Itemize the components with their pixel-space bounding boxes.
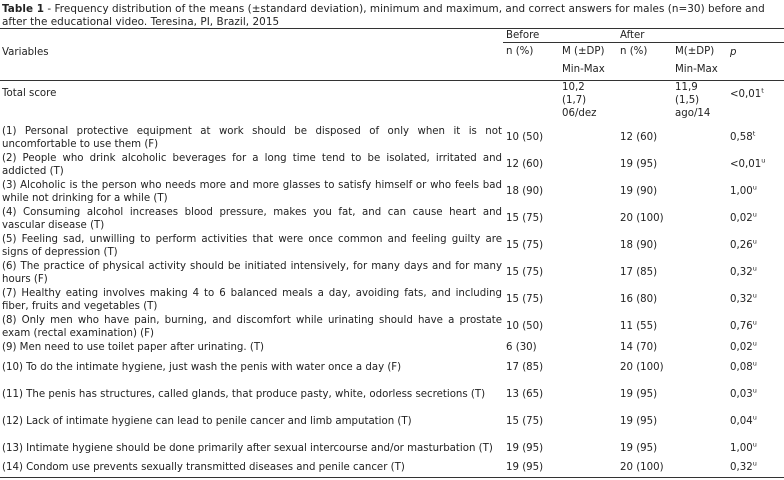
row-after-n-pct: 14 (70) (620, 342, 658, 353)
row-p-test-marker: t (752, 129, 756, 138)
row-before-n-pct: 15 (75) (506, 294, 544, 305)
row-p-test-marker: u (752, 413, 757, 422)
row-variable: (8) Only men who have pain, burning, and discomfort while urinating should have a prostate exam (rectal examination) (F) (2, 315, 502, 339)
row-p-test-marker: u (752, 339, 757, 348)
table-caption-text: - Frequency distribution of the means (±standard deviation), minimum and maximum, and correct answers for males (n=30) before and after the educational video. Teresina, PI, Brazil, 2015 (2, 3, 765, 28)
row-after-n-pct: 20 (100) (620, 213, 664, 224)
row-p-value-number: 0,58 (730, 132, 753, 143)
row-p-value-number: 0,26 (730, 240, 753, 251)
row-p-value (730, 440, 757, 456)
total-score-p (730, 86, 764, 102)
row-after-n-pct: 18 (90) (620, 240, 658, 251)
row-after-n-pct: 19 (95) (620, 416, 658, 427)
table-caption (2, 3, 782, 28)
row-before-n-pct: 17 (85) (506, 362, 544, 373)
row-p-value (730, 339, 757, 355)
row-p-value (730, 413, 757, 429)
row-before-n-pct: 18 (90) (506, 186, 544, 197)
total-score-after-mean: 11,9 (675, 82, 698, 93)
row-p-test-marker: u (752, 459, 757, 468)
row-p-test-marker: u (752, 386, 757, 395)
header-p: p (730, 47, 737, 58)
row-p-value (730, 291, 757, 307)
row-before-n-pct: 12 (60) (506, 159, 544, 170)
header-variables: Variables (2, 47, 49, 58)
row-p-value (730, 318, 757, 334)
row-after-n-pct: 12 (60) (620, 132, 658, 143)
total-score-before-sd: (1,7) (562, 95, 587, 106)
row-p-value (730, 264, 757, 280)
row-variable: (10) To do the intimate hygiene, just wash the penis with water once a day (F) (2, 362, 402, 373)
row-p-value-number: 0,02 (730, 213, 753, 224)
row-p-value-number: 0,03 (730, 389, 753, 400)
total-score-before-minmax: 06/dez (562, 108, 597, 119)
header-mean-sd-before: M (±DP) (562, 46, 605, 57)
row-before-n-pct: 15 (75) (506, 267, 544, 278)
header-before: Before (506, 30, 540, 41)
total-score-before-mean: 10,2 (562, 82, 585, 93)
row-variable: (6) The practice of physical activity should be initiated intensively, for many days and for many hours (F) (2, 261, 502, 285)
header-after: After (620, 30, 645, 41)
row-p-test-marker: u (752, 440, 757, 449)
row-variable: (7) Healthy eating involves making 4 to 6 balanced meals a day, avoiding fats, and including fiber, fruits and vegetables (T) (2, 288, 502, 312)
row-variable: (1) Personal protective equipment at work should be disposed of only when it is not uncomfortable to use them (F) (2, 126, 502, 150)
row-p-value-number: 1,00 (730, 443, 753, 454)
row-p-test-marker: u (752, 264, 757, 273)
row-variable: (4) Consuming alcohol increases blood pressure, makes you fat, and can cause heart and vascular disease (T) (2, 207, 502, 231)
row-after-n-pct: 16 (80) (620, 294, 658, 305)
header-minmax-after: Min-Max (675, 64, 718, 75)
header-n-pct-before: n (%) (506, 46, 534, 57)
row-after-n-pct: 20 (100) (620, 462, 664, 473)
table-top-rule (0, 28, 784, 29)
header-minmax-before: Min-Max (562, 64, 605, 75)
row-variable: (9) Men need to use toilet paper after urinating. (T) (2, 342, 265, 353)
row-after-n-pct: 19 (95) (620, 159, 658, 170)
total-score-after-sd: (1,5) (675, 95, 700, 106)
row-p-value (730, 237, 757, 253)
row-p-test-marker: u (752, 210, 757, 219)
row-p-value (730, 156, 766, 172)
row-p-test-marker: u (752, 291, 757, 300)
row-variable: (5) Feeling sad, unwilling to perform activities that were once common and feeling guilty are signs of depression (T) (2, 234, 502, 258)
row-p-value (730, 129, 756, 145)
row-p-test-marker: u (752, 237, 757, 246)
row-p-value-number: 1,00 (730, 186, 753, 197)
row-p-value-number: 0,76 (730, 321, 753, 332)
row-variable: (11) The penis has structures, called glands, that produce pasty, white, odorless secretions (T) (2, 389, 486, 400)
row-after-n-pct: 20 (100) (620, 362, 664, 373)
row-after-n-pct: 19 (95) (620, 443, 658, 454)
row-p-value-number: 0,32 (730, 267, 753, 278)
row-p-value-number: 0,04 (730, 416, 753, 427)
row-variable: (2) People who drink alcoholic beverages for a long time tend to be isolated, irritated and addicted (T) (2, 153, 502, 177)
row-p-value-number: <0,01 (730, 159, 762, 170)
header-mean-sd-after: M(±DP) (675, 46, 715, 57)
row-p-value (730, 359, 757, 375)
table-label: Table 1 (2, 3, 45, 15)
row-p-value (730, 386, 757, 402)
row-after-n-pct: 17 (85) (620, 267, 658, 278)
row-before-n-pct: 6 (30) (506, 342, 537, 353)
row-before-n-pct: 19 (95) (506, 443, 544, 454)
row-variable: (12) Lack of intimate hygiene can lead to penile cancer and limb amputation (T) (2, 416, 412, 427)
row-after-n-pct: 19 (90) (620, 186, 658, 197)
total-score-after-minmax: ago/14 (675, 108, 711, 119)
row-p-value-number: 0,08 (730, 362, 753, 373)
row-p-test-marker: u (752, 359, 757, 368)
row-variable: (3) Alcoholic is the person who needs more and more glasses to satisfy himself or who feels bad while not drinking for a while (T) (2, 180, 502, 204)
row-p-value-number: 0,02 (730, 342, 753, 353)
row-p-value-number: 0,32 (730, 294, 753, 305)
row-p-test-marker: u (752, 318, 757, 327)
row-variable: (14) Condom use prevents sexually transmitted diseases and penile cancer (T) (2, 462, 405, 473)
total-score-label: Total score (2, 88, 57, 99)
row-variable: (13) Intimate hygiene should be done primarily after sexual intercourse and/or masturbation (T) (2, 443, 493, 454)
row-before-n-pct: 15 (75) (506, 240, 544, 251)
total-score-p-test-marker: t (761, 86, 764, 95)
row-before-n-pct: 13 (65) (506, 389, 544, 400)
header-bottom-rule (0, 80, 784, 81)
row-p-value-number: 0,32 (730, 462, 753, 473)
row-before-n-pct: 15 (75) (506, 213, 544, 224)
row-before-n-pct: 10 (50) (506, 321, 544, 332)
row-p-test-marker: u (752, 183, 757, 192)
header-n-pct-after: n (%) (620, 46, 648, 57)
row-before-n-pct: 15 (75) (506, 416, 544, 427)
table-bottom-rule (0, 477, 784, 478)
row-before-n-pct: 10 (50) (506, 132, 544, 143)
row-after-n-pct: 11 (55) (620, 321, 658, 332)
row-p-test-marker: u (761, 156, 766, 165)
row-p-value (730, 183, 757, 199)
row-p-value (730, 210, 757, 226)
total-score-p-value: <0,01 (730, 89, 762, 100)
row-after-n-pct: 19 (95) (620, 389, 658, 400)
row-before-n-pct: 19 (95) (506, 462, 544, 473)
row-p-value (730, 459, 757, 475)
